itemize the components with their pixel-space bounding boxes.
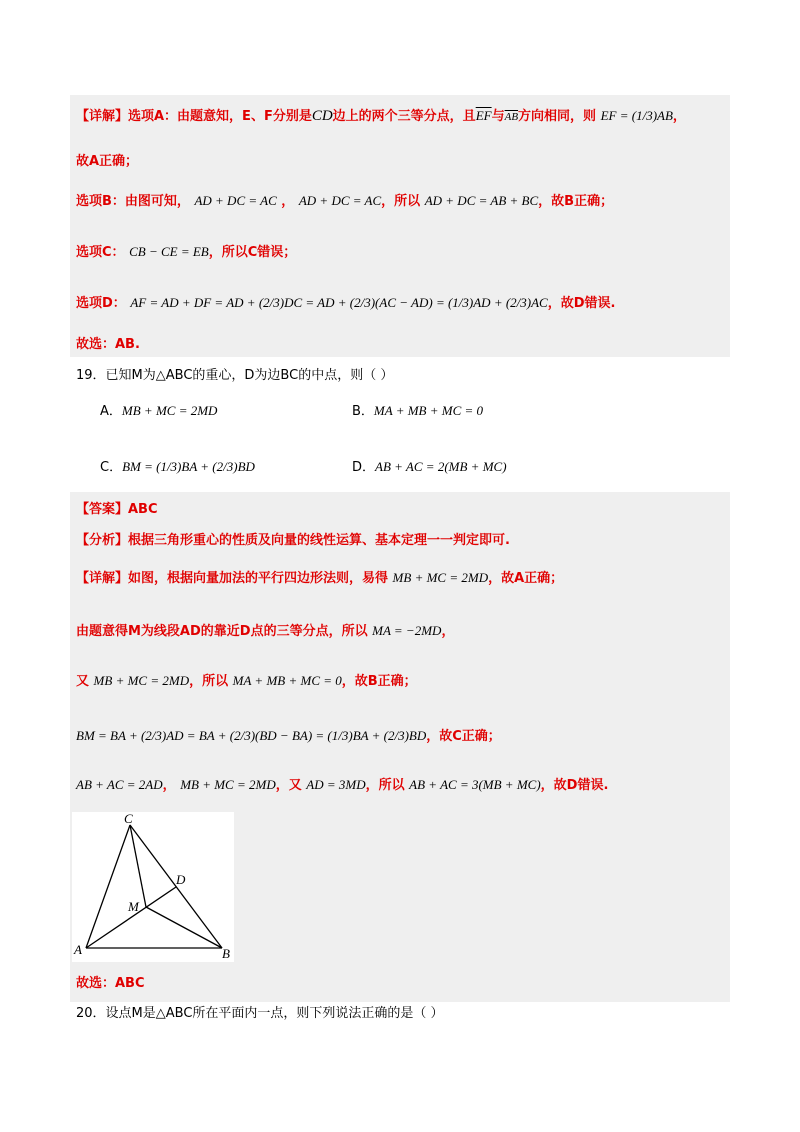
edge-ac bbox=[86, 825, 130, 948]
q18-formula-a: EF = (1/3)AB bbox=[600, 108, 673, 123]
q18-detail-block bbox=[70, 95, 730, 357]
label-c: C bbox=[124, 812, 133, 826]
q19-analysis: 【分析】根据三角形重心的性质及向量的线性运算、基本定理一一判定即可. bbox=[76, 533, 510, 548]
q19-detail-4: BM = BA + (2/3)AD = BA + (2/3)(BD − BA) = (1/3)BA + (2/3)BD，故C正确； bbox=[76, 728, 501, 744]
segment-cm bbox=[130, 825, 146, 907]
label-a: A bbox=[74, 942, 82, 957]
q19-detail-2: 由题意得M为线段AD的靠近D点的三等分点，所以 MA = −2MD， bbox=[76, 623, 455, 639]
q18-option-b: 选项B：由图可知， AD + DC = AC ， AD + DC = AC，所以 AD + DC = AB + BC，故B正确； bbox=[76, 193, 614, 209]
triangle-figure bbox=[72, 812, 234, 962]
q18-detail-a: 【详解】选项A：由题意知，E、F分别是CD边上的两个三等分点，且$\overline{EF}$与$\overline{AB}$方向相同，则 EF = (1/3)AB， bbox=[76, 108, 686, 124]
label-d: D bbox=[176, 872, 186, 887]
q18-option-d: 选项D： AF = AD + DF = AD + (2/3)DC = AD + (2/3)(AC − AD) = (1/3)AD + (2/3)AC，故D错误. bbox=[76, 295, 616, 311]
q19-option-c: C．BM = (1/3)BA + (2/3)BD bbox=[100, 459, 255, 475]
q19-detail-1: 【详解】如图，根据向量加法的平行四边形法则，易得 MB + MC = 2MD，故A正确； bbox=[76, 570, 564, 586]
q19-option-d: D．AB + AC = 2(MB + MC) bbox=[352, 459, 507, 475]
q19-option-b: B．MA + MB + MC = 0 bbox=[352, 403, 484, 419]
q18-line2: 故A正确； bbox=[76, 154, 139, 169]
q20-stem: 20．设点M是△ABC所在平面内一点，则下列说法正确的是（ ） bbox=[76, 1006, 444, 1021]
label-m: M bbox=[128, 899, 139, 914]
q19-answer: 【答案】ABC bbox=[76, 502, 158, 517]
segment-bm bbox=[146, 907, 222, 948]
q19-detail-5: AB + AC = 2AD， MB + MC = 2MD，又 AD = 3MD，所以 AB + AC = 3(MB + MC)，故D错误. bbox=[76, 777, 609, 793]
q18-option-c: 选项C： CB − CE = EB，所以C错误； bbox=[76, 244, 297, 260]
q18-choose: 故选：AB. bbox=[76, 337, 140, 352]
q19-choose: 故选：ABC bbox=[76, 976, 145, 991]
q19-stem: 19．已知M为△ABC的重心，D为边BC的中点，则（ ） bbox=[76, 368, 394, 383]
q19-option-a: A．MB + MC = 2MD bbox=[100, 403, 218, 419]
q19-detail-3: 又 MB + MC = 2MD，所以 MA + MB + MC = 0，故B正确； bbox=[76, 673, 417, 689]
triangle-diagram bbox=[72, 812, 234, 962]
label-b: B bbox=[222, 946, 230, 961]
median-ad bbox=[86, 887, 176, 948]
